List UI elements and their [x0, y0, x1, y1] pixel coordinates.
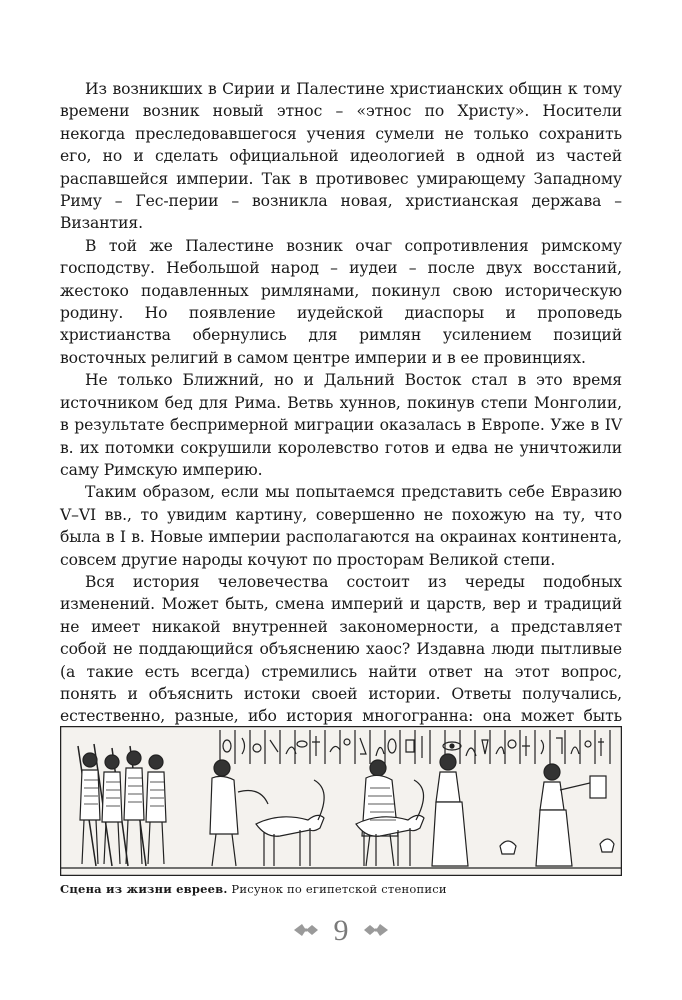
page-number-footer [0, 912, 682, 948]
mural-drawing [60, 726, 622, 876]
caption-title: Сцена из жизни евреев. [60, 882, 228, 896]
paragraph: Таким образом, если мы попытаемся представить себе Евразию V–VI вв., то увидим картину, совершенно не похожую на ту, что была в I в. Новые империи располагаются на окраинах континента, совсем другие народы кочуют по просторам Великой степи. [60, 483, 622, 569]
figure-caption [60, 882, 622, 896]
paragraph: В той же Палестине возник очаг сопротивления римскому господству. Небольшой народ – иудеи – после двух восстаний, жестоко подавленных римлянами, покинул свою историческую родину. Но появление иудейской диаспоры и проповедь христианства обернулись для римлян усилением позиций восточных религий в самом центре империи и в ее провинциях. [60, 236, 622, 367]
caption-text: Рисунок по египетской стенописи [227, 882, 447, 896]
paragraph: Вся история человечества состоит из череды подобных изменений. Может быть, смена империй и царств, вер и традиций не имеет никакой внутренней закономерности, а представляет собой не поддающийся объяснению хаос? Издавна люди пытливые (а такие есть всегда) стремились найти ответ на этот вопрос, понять и объяснить истоки своей истории. Ответы получались, естественно, разные, ибо история многогранна: она может быть [60, 572, 622, 726]
paragraph: Не только Ближний, но и Дальний Восток стал в это время источником бед для Рима. Ветвь хуннов, покинув степи Монголии, в результате беспримерной миграции оказалась в Европе. Уже в IV в. их потомки сокрушили королевство готов и едва не уничтожили саму Римскую империю. [60, 371, 622, 479]
ornament-right-icon [362, 914, 390, 948]
egyptian-mural-illustration [60, 726, 622, 876]
page-number: 9 [333, 914, 349, 948]
ornament-left-icon [292, 914, 320, 948]
paragraph: Из возникших в Сирии и Палестине христианских общин к тому времени возник новый этнос – «этнос по Христу». Носители некогда преследовавшегося учения сумели не только сохранить его, но и сделать официальной идеологией в одной из частей распавшейся империи. Так в противовес умирающему Западному Риму – Гес-перии – возникла новая, христианская держава – Византия. [60, 80, 622, 233]
